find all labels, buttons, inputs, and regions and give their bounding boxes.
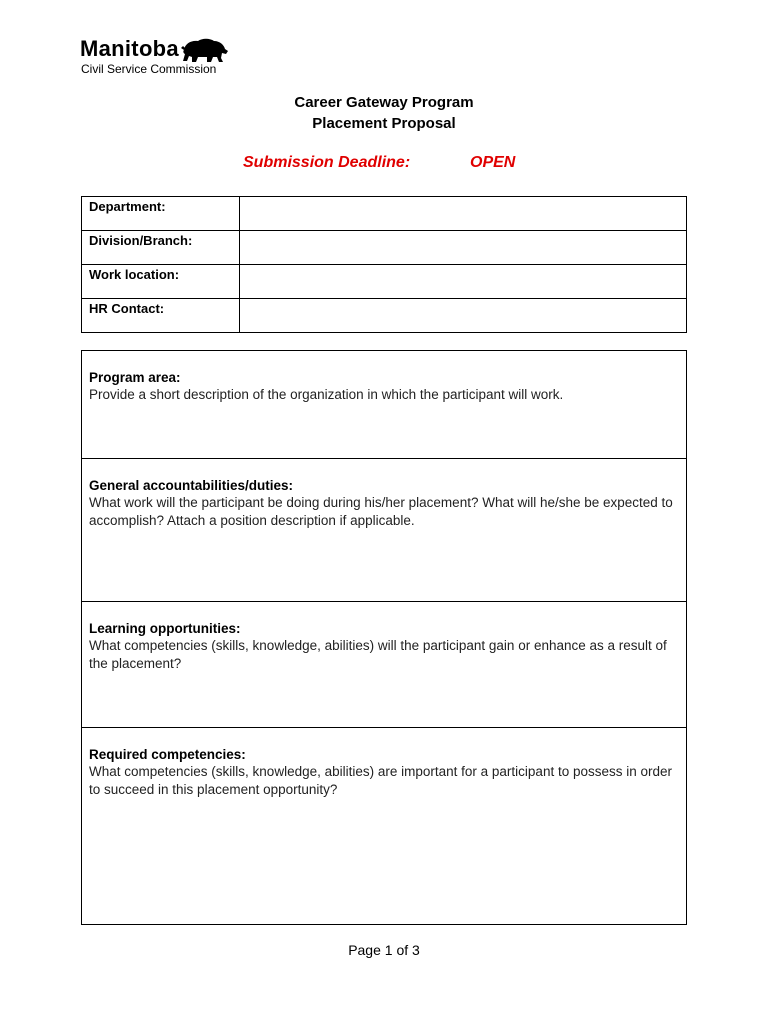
bison-icon (180, 36, 230, 64)
logo-subtitle: Civil Service Commission (81, 62, 217, 76)
section-description: What work will the participant be doing during his/her placement? What will he/she be expected to accomplish? Attach a position description if applicable. (89, 495, 673, 528)
table-row (82, 265, 687, 299)
department-field[interactable] (240, 197, 687, 231)
section-heading: General accountabilities/duties: (89, 478, 294, 493)
program-area-section[interactable] (81, 350, 687, 459)
section-heading: Required competencies: (89, 747, 246, 762)
manitoba-logo (80, 36, 217, 76)
section-description: What competencies (skills, knowledge, abilities) will the participant gain or enhance as a result of the placement? (89, 638, 667, 671)
table-row (82, 299, 687, 333)
table-row (82, 231, 687, 265)
work-location-label: Work location: (82, 265, 240, 299)
hr-contact-field[interactable] (240, 299, 687, 333)
division-branch-label: Division/Branch: (82, 231, 240, 265)
work-location-field[interactable] (240, 265, 687, 299)
general-accountabilities-section[interactable] (81, 459, 687, 602)
hr-contact-label: HR Contact: (82, 299, 240, 333)
learning-opportunities-section[interactable] (81, 602, 687, 728)
section-heading: Program area: (89, 370, 181, 385)
division-branch-field[interactable] (240, 231, 687, 265)
page-number: Page 1 of 3 (348, 942, 420, 958)
deadline-value: OPEN (470, 154, 516, 171)
info-table (81, 196, 687, 333)
section-heading: Learning opportunities: (89, 621, 241, 636)
required-competencies-section[interactable] (81, 728, 687, 925)
section-description: Provide a short description of the organization in which the participant will work. (89, 387, 564, 402)
table-row (82, 197, 687, 231)
department-label: Department: (82, 197, 240, 231)
document-subtitle: Placement Proposal (312, 115, 456, 132)
document-title: Career Gateway Program (294, 94, 474, 111)
logo-wordmark: Manitoba (80, 36, 179, 61)
deadline-label: Submission Deadline: (243, 154, 411, 171)
section-description: What competencies (skills, knowledge, abilities) are important for a participant to possess in order to succeed in this placement opportunity? (89, 764, 673, 797)
